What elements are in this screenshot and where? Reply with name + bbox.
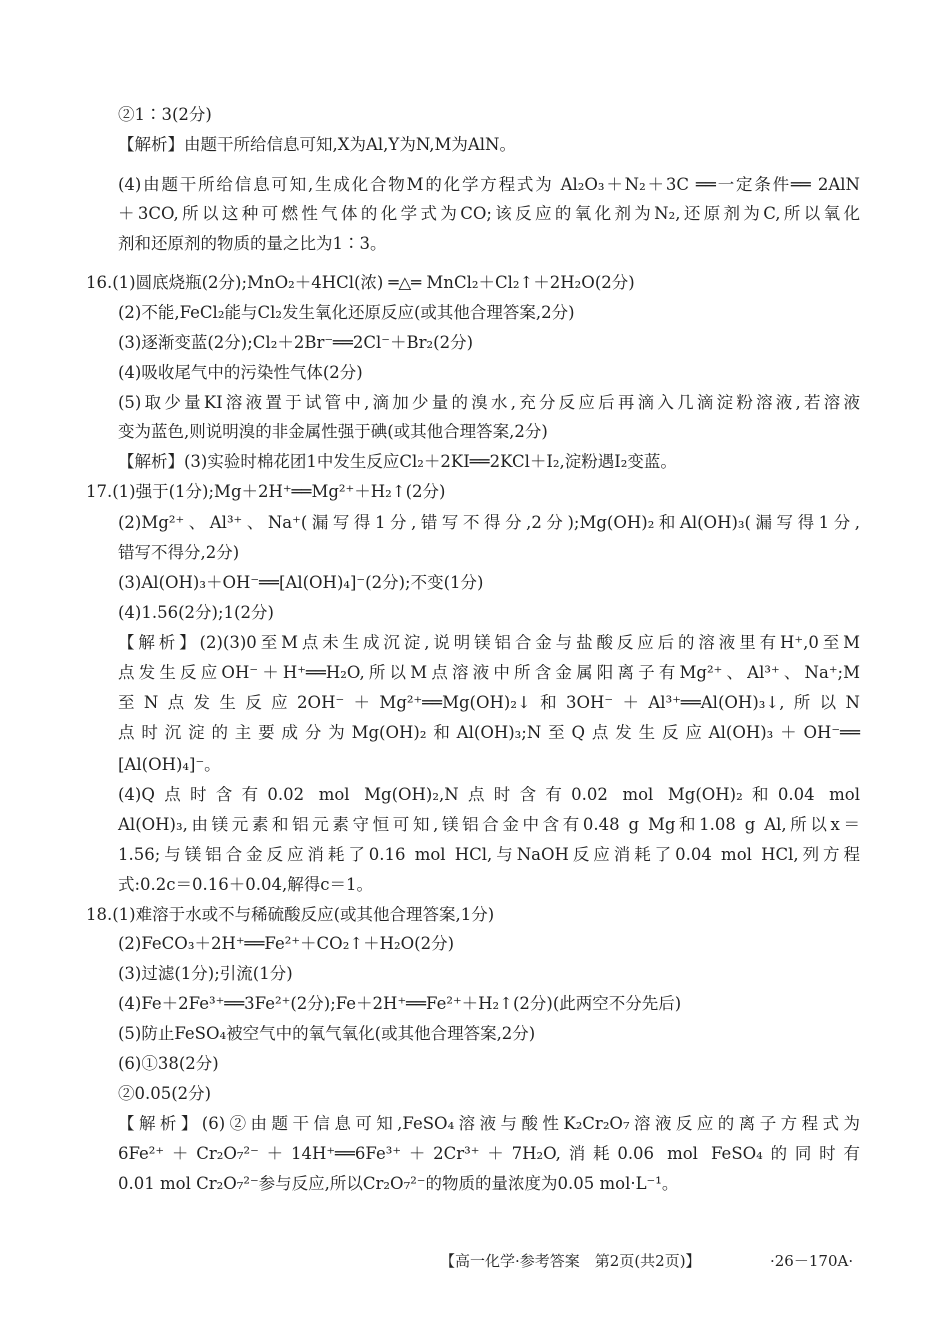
text-line: Al(OH)₃,由镁元素和铝元素守恒可知,镁铝合金中含有0.48 g Mg和1.08 g Al,所以x＝ (118, 815, 860, 834)
text-line: (2)不能,FeCl₂能与Cl₂发生氧化还原反应(或其他合理答案,2分) (118, 303, 575, 322)
text-line: [Al(OH)₄]⁻。 (118, 755, 221, 774)
text-line: 16.(1)圆底烧瓶(2分);MnO₂＋4HCl(浓) ═△═ MnCl₂＋Cl₂↑＋2H₂O(2分) (86, 273, 635, 292)
text-line: 【解析】(3)实验时棉花团1中发生反应Cl₂＋2KI══2KCl＋I₂,淀粉遇I₂变蓝。 (118, 452, 677, 471)
page-footer: 【高一化学·参考答案 第2页(共2页)】 (440, 1252, 701, 1270)
text-line: (2)FeCO₃＋2H⁺══Fe²⁺＋CO₂↑＋H₂O(2分) (118, 934, 455, 953)
text-line: (4)1.56(2分);1(2分) (118, 603, 274, 622)
text-line: 至N点发生反应2OH⁻＋Mg²⁺══Mg(OH)₂↓和3OH⁻＋Al³⁺══Al(OH)₃↓,所以N (118, 693, 860, 712)
text-line: 【解析】(6)②由题干信息可知,FeSO₄溶液与酸性K₂Cr₂O₇溶液反应的离子方程式为 (118, 1114, 860, 1133)
text-line: (3)Al(OH)₃＋OH⁻══[Al(OH)₄]⁻(2分);不变(1分) (118, 573, 484, 592)
text-line: 0.01 mol Cr₂O₇²⁻参与反应,所以Cr₂O₇²⁻的物质的量浓度为0.05 mol·L⁻¹。 (118, 1174, 679, 1193)
text-line: ＋3CO,所以这种可燃性气体的化学式为CO;该反应的氧化剂为N₂,还原剂为C,所以氧化 (118, 204, 860, 223)
text-line: (4)Q点时含有0.02 mol Mg(OH)₂,N点时含有0.02 mol Mg(OH)₂和0.04 mol (118, 785, 860, 804)
text-line: ②0.05(2分) (118, 1084, 212, 1103)
text-line: (5)取少量KI溶液置于试管中,滴加少量的溴水,充分反应后再滴入几滴淀粉溶液,若溶液 (118, 393, 860, 412)
text-line: (4)Fe＋2Fe³⁺══3Fe²⁺(2分);Fe＋2H⁺══Fe²⁺＋H₂↑(2分)(此两空不分先后) (118, 994, 682, 1013)
text-line: (4)吸收尾气中的污染性气体(2分) (118, 363, 363, 382)
text-line: 变为蓝色,则说明溴的非金属性强于碘(或其他合理答案,2分) (118, 422, 548, 441)
text-line: (6)①38(2分) (118, 1054, 219, 1073)
text-line: 点时沉淀的主要成分为Mg(OH)₂和Al(OH)₃;N至Q点发生反应Al(OH)₃＋OH⁻══ (118, 723, 860, 742)
text-line: ②1∶3(2分) (118, 105, 212, 124)
text-line: 【解析】(2)(3)0至M点未生成沉淀,说明镁铝合金与盐酸反应后的溶液里有H⁺,0至M (118, 633, 860, 652)
text-line: 剂和还原剂的物质的量之比为1∶3。 (118, 234, 387, 253)
text-line: (4)由题干所给信息可知,生成化合物M的化学方程式为 Al₂O₃＋N₂＋3C ══一定条件══ 2AlN (118, 175, 860, 194)
text-line: 18.(1)难溶于水或不与稀硫酸反应(或其他合理答案,1分) (86, 905, 495, 924)
text-line: 点发生反应OH⁻＋H⁺══H₂O,所以M点溶液中所含金属阳离子有Mg²⁺、Al³⁺、Na⁺;M (118, 663, 860, 682)
text-line: 式:0.2c＝0.16＋0.04,解得c＝1。 (118, 875, 374, 894)
text-line: 1.56;与镁铝合金反应消耗了0.16 mol HCl,与NaOH反应消耗了0.04 mol HCl,列方程 (118, 845, 860, 864)
text-line: (3)过滤(1分);引流(1分) (118, 964, 293, 983)
text-line: (2)Mg²⁺、Al³⁺、Na⁺(漏写得1分,错写不得分,2分);Mg(OH)₂和Al(OH)₃(漏写得1分, (118, 513, 860, 532)
document-code: ·26－170A· (770, 1252, 854, 1270)
text-line: 【解析】由题干所给信息可知,X为Al,Y为N,M为AlN。 (118, 135, 516, 154)
text-line: 6Fe²⁺＋Cr₂O₇²⁻＋14H⁺══6Fe³⁺＋2Cr³⁺＋7H₂O,消耗0.06 mol FeSO₄的同时有 (118, 1144, 860, 1163)
text-line: (3)逐渐变蓝(2分);Cl₂＋2Br⁻══2Cl⁻＋Br₂(2分) (118, 333, 474, 352)
text-line: (5)防止FeSO₄被空气中的氧气氧化(或其他合理答案,2分) (118, 1024, 536, 1043)
text-line: 错写不得分,2分) (118, 543, 240, 562)
text-line: 17.(1)强于(1分);Mg＋2H⁺══Mg²⁺＋H₂↑(2分) (86, 482, 446, 501)
